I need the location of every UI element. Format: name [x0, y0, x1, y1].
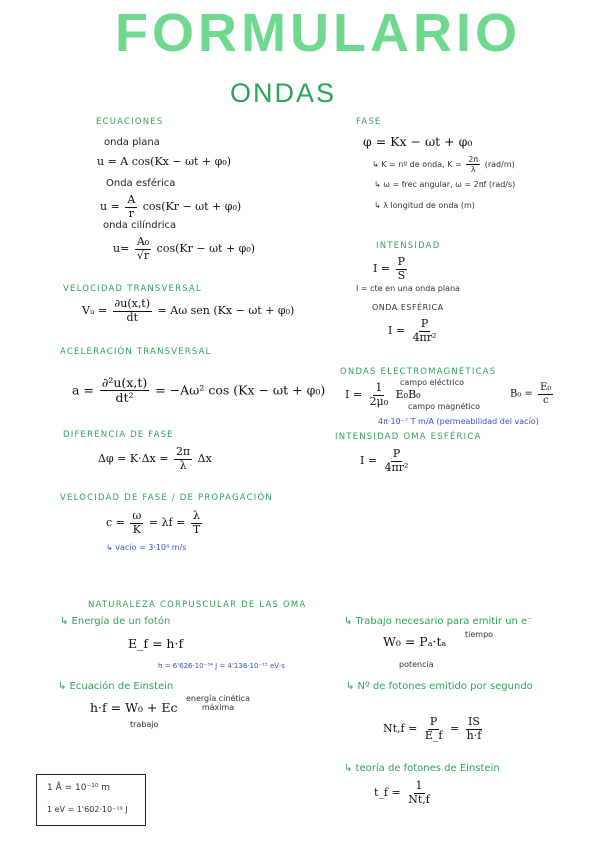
aceleracion-heading: ACELERACIÓN TRANSVERSAL — [60, 347, 212, 357]
b0-equation: B₀ = $\frac{\text{E₀}}{c}$ — [510, 382, 552, 406]
velocidad-transversal-heading: VELOCIDAD TRANSVERSAL — [63, 284, 202, 294]
intensidad-esferica-equation: I = $\frac{P}{\text{4πr²}}$ — [388, 317, 437, 344]
diferencia-fase-equation: Δφ = K·Δx = $\frac{2\pi}{\lambda}$ Δx — [98, 445, 212, 472]
onda-esferica-equation: u = $\frac{A}{r}$ cos(Kr − ωt + φ₀) — [100, 193, 242, 220]
fotones-segundo-label: ↳ Nº de fotones emitido por segundo — [346, 681, 533, 692]
velocidad-transversal-equation: Vᵤ = $\frac{\partial u(x,t)}{dt}$ = Aω sen (Kx − ωt + φ₀) — [82, 297, 295, 324]
diferencia-fase-heading: DIFERENCIA DE FASE — [63, 430, 174, 440]
planck-constant-note: h = 6'626·10⁻³⁴ J = 4'136·10⁻¹⁵ eV·s — [158, 662, 285, 670]
teoria-fotones-equation: t_f = $\frac{1}{Nt,f}$ — [374, 779, 430, 806]
ev-conversion: 1 eV = 1'602·10⁻¹⁹ J — [47, 805, 128, 814]
einstein-equation: h·f = W₀ + Ec — [90, 700, 178, 715]
aceleracion-equation: a = $\frac{\text{∂²u(x,t)}}{\text{dt²}}$ = −Aω² cos (Kx − ωt + φ₀) — [72, 375, 326, 406]
onda-cilindrica-label: onda cilíndrica — [103, 220, 177, 231]
onda-esferica-subheading: ONDA ESFÉRICA — [372, 303, 444, 312]
potencia-annotation: potencia — [399, 660, 434, 669]
energia-foton-equation: E_f = h·f — [128, 636, 184, 651]
velocidad-fase-equation: c = $\frac{\omega}{K}$ = λf = $\frac{\lambda}{T}$ — [106, 509, 201, 536]
fase-equation: φ = Kx − ωt + φ₀ — [363, 134, 473, 149]
intensidad-oma-equation: I = $\frac{P}{\text{4πr²}}$ — [360, 447, 409, 474]
angstrom-conversion: 1 Å = 10⁻¹⁰ m — [47, 783, 111, 793]
onda-plana-label: onda plana — [104, 137, 160, 148]
campo-electrico-annotation: campo eléctrico — [400, 378, 465, 387]
lambda-definition: ↳ λ longitud de onda (m) — [374, 201, 475, 210]
intensidad-note: I = cte en una onda plana — [356, 284, 460, 293]
page-subtitle: ONDAS — [230, 78, 337, 108]
einstein-label: ↳ Ecuación de Einstein — [58, 681, 174, 692]
conversion-box — [36, 774, 146, 826]
w-definition: ↳ ω = frec angular, ω = 2πf (rad/s) — [374, 180, 516, 189]
intensidad-oma-heading: INTENSIDAD OMA ESFÉRICA — [335, 432, 482, 442]
onda-plana-equation: u = A cos(Kx − ωt + φ₀) — [97, 155, 232, 168]
trabajo-annotation: trabajo — [130, 720, 159, 729]
teoria-fotones-label: ↳ teoría de fotones de Einstein — [344, 763, 500, 774]
ecuaciones-heading: ECUACIONES — [96, 117, 164, 127]
onda-esferica-label: Onda esférica — [106, 178, 176, 189]
tiempo-annotation: tiempo — [465, 630, 494, 639]
trabajo-emitir-label: ↳ Trabajo necesario para emitir un e⁻ — [344, 616, 533, 627]
intensidad-heading: INTENSIDAD — [376, 241, 441, 251]
onda-cilindrica-equation: u= $\frac{\text{A₀}}{√r}$ cos(Kr − ωt + φ₀) — [113, 235, 256, 262]
energia-cinetica-annotation: energía cinética máxima — [185, 694, 251, 712]
velocidad-vacio-note: ↳ vacío = 3·10⁸ m/s — [106, 543, 187, 552]
naturaleza-heading: NATURALEZA CORPUSCULAR DE LAS OMA — [88, 600, 307, 610]
ondas-em-heading: ONDAS ELECTROMAGNÉTICAS — [340, 367, 497, 377]
k-definition: ↳ K = nº de onda, K = $\frac{2\pi}{\lambda}$ (rad/m) — [372, 155, 515, 175]
intensidad-equation: I = $\frac{P}{S}$ — [373, 255, 406, 282]
campo-magnetico-annotation: campo magnético — [408, 402, 481, 411]
fase-heading: FASE — [356, 117, 382, 127]
permeabilidad-annotation: 4π·10⁻⁷ T m/A (permeabilidad del vacío) — [378, 417, 539, 426]
velocidad-fase-heading: VELOCIDAD DE FASE / DE PROPAGACIÓN — [60, 493, 273, 503]
page-title: FORMULARIO — [115, 3, 521, 63]
fotones-equation: Nt,f = $\frac{P}{E\_f}$ = $\frac{IS}{h\cdot f}$ — [383, 715, 482, 742]
energia-foton-label: ↳ Energía de un fotón — [60, 616, 171, 627]
trabajo-equation: W₀ = Pₐ·tₐ — [383, 634, 447, 649]
ondas-em-equation: I = $\frac{1}{\text{2μ₀}}$ E₀B₀ — [345, 381, 421, 408]
